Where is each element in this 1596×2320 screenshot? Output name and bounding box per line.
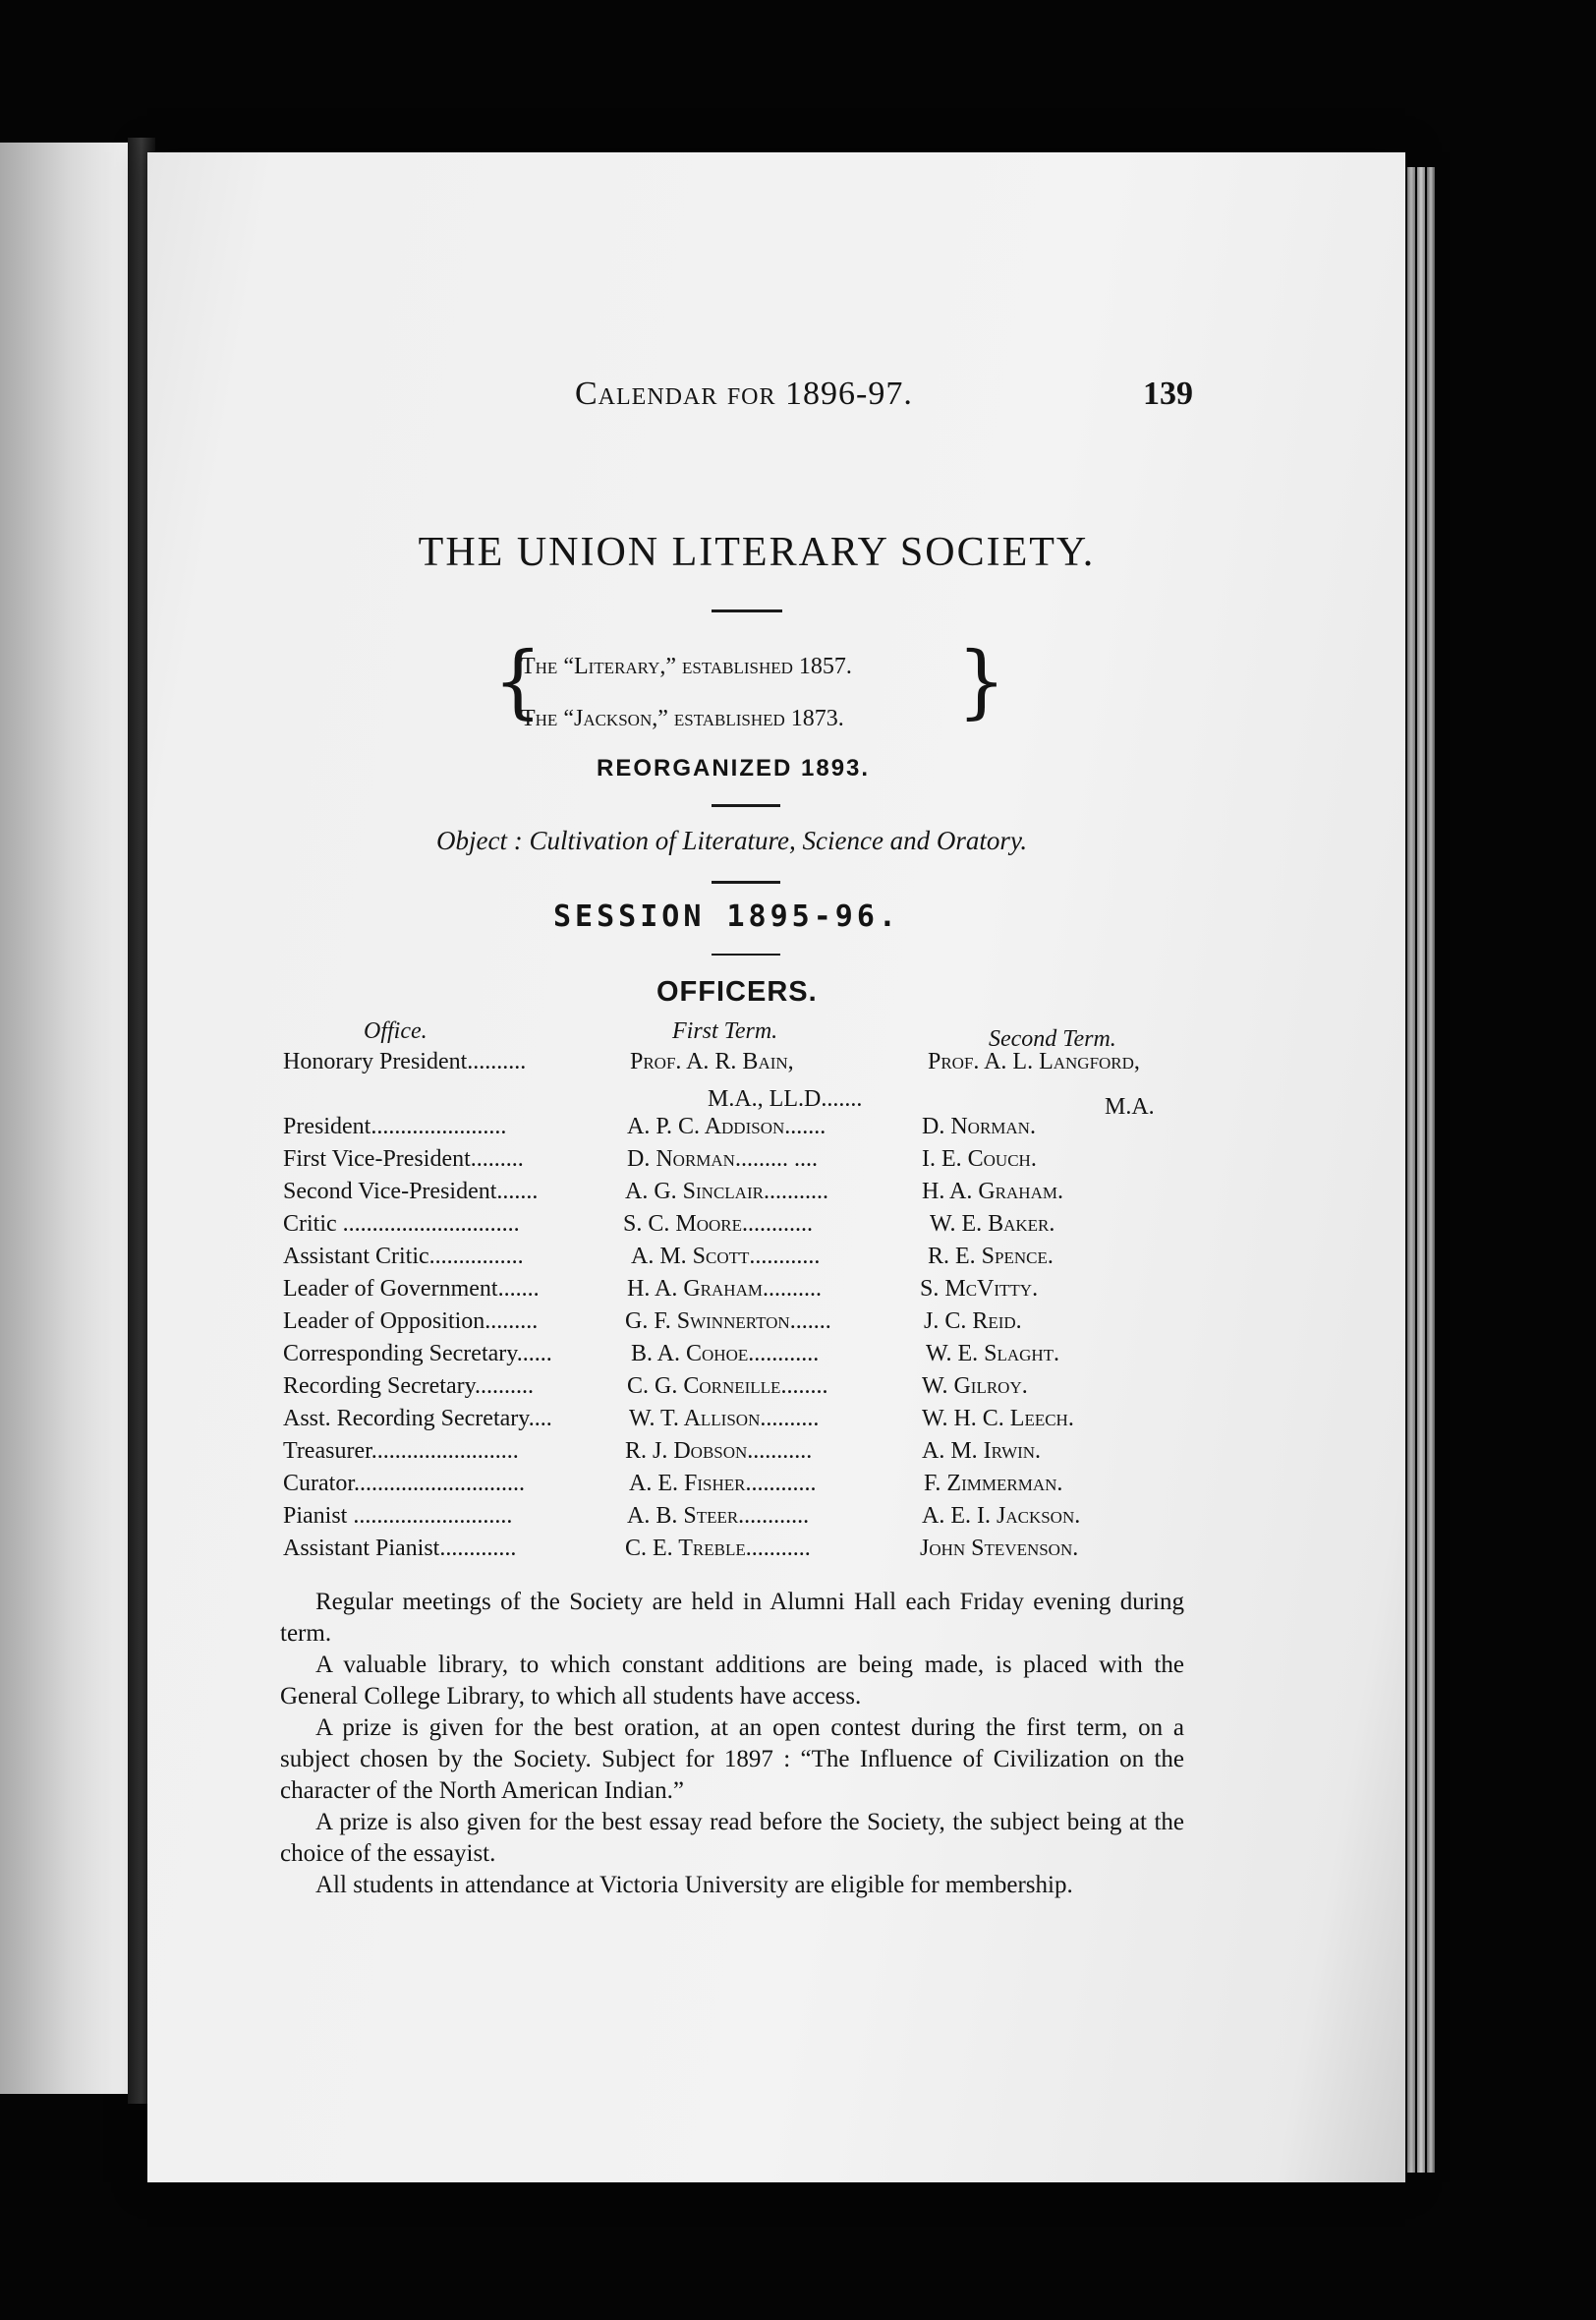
officer-row (283, 1373, 1207, 1405)
paragraph-essay-prize: A prize is also given for the best essay read before the Society, the subject being at the choice of the essayist. (280, 1809, 1184, 1867)
first-term-officer: D. Norman......... .... (627, 1146, 818, 1172)
first-term-officer: A. M. Scott............ (631, 1244, 821, 1269)
first-term-officer: R. J. Dobson........... (625, 1438, 813, 1464)
first-term-officer: C. G. Corneille........ (627, 1373, 828, 1399)
establishment-line-2: The “Jackson,” established 1873. (521, 706, 844, 731)
page-number: 139 (1143, 376, 1193, 412)
officer-row (283, 1503, 1207, 1535)
first-term-officer: A. G. Sinclair........... (625, 1179, 828, 1204)
second-term-officer: M.A. (1105, 1094, 1155, 1120)
office-name: President....................... (283, 1114, 507, 1139)
officer-row (283, 1049, 1207, 1080)
officer-row (283, 1536, 1207, 1567)
first-term-officer: S. C. Moore............ (623, 1211, 813, 1237)
officer-row (283, 1179, 1207, 1210)
second-term-officer: W. E. Baker. (930, 1211, 1055, 1237)
officer-row (283, 1114, 1207, 1145)
office-name: Leader of Opposition......... (283, 1308, 539, 1334)
office-name: Corresponding Secretary...... (283, 1341, 552, 1366)
right-brace: } (957, 634, 1006, 728)
divider-rule (712, 881, 780, 884)
first-term-officer: A. E. Fisher............ (629, 1471, 817, 1496)
society-object: Object : Cultivation of Literature, Science and Oratory. (436, 826, 1028, 855)
office-name: Honorary President.......... (283, 1049, 527, 1074)
officer-row (283, 1211, 1207, 1243)
officer-row (283, 1308, 1207, 1340)
officer-row (283, 1146, 1207, 1178)
officer-row (283, 1471, 1207, 1502)
establishment-line-1: The “Literary,” established 1857. (521, 654, 852, 679)
running-head: Calendar for 1896-97. (575, 376, 913, 412)
office-name: Recording Secretary.......... (283, 1373, 535, 1399)
column-header-second-term: Second Term. (989, 1026, 1116, 1052)
column-header-office: Office. (364, 1018, 428, 1044)
office-name: Leader of Government....... (283, 1276, 540, 1302)
first-term-officer: H. A. Graham.......... (627, 1276, 822, 1302)
second-term-officer: H. A. Graham. (922, 1179, 1063, 1204)
second-term-officer: J. C. Reid. (924, 1308, 1022, 1334)
object-label: Object (436, 826, 507, 855)
divider-rule (712, 804, 780, 807)
paragraph-oration-prize: A prize is given for the best oration, at an open contest during the first term, on a subject chosen by the Society. Subject for 1897 : “The Influence of Civilization on the character of the North American Indian.” (280, 1714, 1184, 1804)
first-term-officer: A. B. Steer............ (627, 1503, 810, 1529)
page-stack-edge (1407, 167, 1415, 2173)
page-stack-edge (1417, 167, 1425, 2173)
first-term-officer: A. P. C. Addison....... (627, 1114, 826, 1139)
reorganized-note: REORGANIZED 1893. (597, 755, 871, 782)
society-title: THE UNION LITERARY SOCIETY. (418, 530, 1096, 575)
officer-row (283, 1244, 1207, 1275)
second-term-officer: S. McVitty. (920, 1276, 1039, 1302)
first-term-officer: W. T. Allison.......... (629, 1406, 820, 1431)
office-name: Treasurer......................... (283, 1438, 519, 1464)
left-brace: { (493, 634, 542, 728)
second-term-officer: I. E. Couch. (922, 1146, 1037, 1172)
office-name: Critic .............................. (283, 1211, 520, 1237)
second-term-officer: W. E. Slaght. (926, 1341, 1060, 1366)
officer-row (283, 1341, 1207, 1372)
session-heading: SESSION 1895-96. (553, 899, 900, 934)
paragraph-library: A valuable library, to which constant additions are being made, is placed with the General College Library, to which all students have access. (280, 1652, 1184, 1710)
second-term-officer: D. Norman. (922, 1114, 1036, 1139)
officer-row (283, 1438, 1207, 1470)
office-name: Asst. Recording Secretary.... (283, 1406, 552, 1431)
facing-page-edge (0, 143, 128, 2094)
second-term-officer: Prof. A. L. Langford, (928, 1049, 1140, 1074)
first-term-officer: C. E. Treble........... (625, 1536, 811, 1561)
object-text: Cultivation of Literature, Science and Oratory. (529, 826, 1028, 855)
divider-rule (712, 954, 780, 956)
paragraph-meetings: Regular meetings of the Society are held in Alumni Hall each Friday evening during term. (280, 1589, 1184, 1647)
first-term-officer: M.A., LL.D....... (708, 1086, 863, 1112)
officer-row (283, 1406, 1207, 1437)
divider-rule (712, 609, 782, 612)
second-term-officer: F. Zimmerman. (924, 1471, 1063, 1496)
office-name: Curator............................. (283, 1471, 525, 1496)
first-term-officer: B. A. Cohoe............ (631, 1341, 820, 1366)
office-name: Assistant Critic................ (283, 1244, 524, 1269)
second-term-officer: W. H. C. Leech. (922, 1406, 1074, 1431)
first-term-officer: Prof. A. R. Bain, (630, 1049, 794, 1074)
office-name: Second Vice-President....... (283, 1179, 539, 1204)
office-name: Assistant Pianist............. (283, 1536, 517, 1561)
second-term-officer: W. Gilroy. (922, 1373, 1028, 1399)
office-name: Pianist ........................... (283, 1503, 513, 1529)
second-term-officer: A. M. Irwin. (922, 1438, 1042, 1464)
second-term-officer: R. E. Spence. (928, 1244, 1054, 1269)
second-term-officer: A. E. I. Jackson. (922, 1503, 1081, 1529)
officers-heading: OFFICERS. (656, 976, 818, 1008)
second-term-officer: John Stevenson. (920, 1536, 1079, 1561)
paragraph-membership: All students in attendance at Victoria University are eligible for membership. (315, 1872, 1073, 1898)
page-stack-edge (1427, 167, 1435, 2173)
officer-row (283, 1276, 1207, 1307)
body-text (280, 1587, 1184, 1901)
first-term-officer: G. F. Swinnerton....... (625, 1308, 831, 1334)
office-name: First Vice-President......... (283, 1146, 524, 1172)
column-header-first-term: First Term. (672, 1018, 778, 1044)
